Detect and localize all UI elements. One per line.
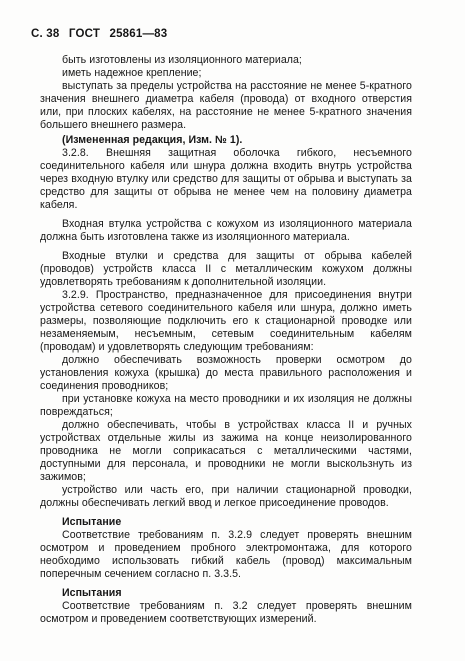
paragraph: Соответствие требованиям п. 3.2.9 следует проверять внешним осмотром и проведением пробного электромонтажа, для которого необходимо использовать гибкий кабель (провод) максимальным поперечным сечением согласно п. 3.3.5. [40, 529, 412, 580]
standard-label: ГОСТ [68, 28, 101, 40]
section-heading-tests: Испытания [62, 587, 122, 599]
paragraph: быть изготовлены из изоляционного материала; [62, 54, 302, 66]
paragraph: устройство или часть его, при наличии стационарной проводки, должны обеспечивать легкий ввод и легкое присоединение проводов. [40, 484, 412, 509]
standard-number: 25861—83 [109, 28, 168, 40]
paragraph: выступать за пределы устройства на расстояние не менее 5-кратного значения внешнего диаметра кабеля (провода) от входного отверстия или, при плоских кабелях, на расстояние не менее 5-кратного значения большего внешнего размера. [40, 80, 412, 131]
document-body [40, 54, 412, 626]
page-number: С. 38 [31, 28, 60, 40]
section-heading-test: Испытание [62, 516, 122, 528]
paragraph: Входные втулки и средства для защиты от обрыва кабелей (проводов) устройств класса II с металлическим кожухом должны удовлетворять требованиям к дополнительной изоляции. [40, 250, 412, 288]
paragraph: должно обеспечивать, чтобы в устройствах класса II и ручных устройствах отдельные жилы из зажима на конце неизолированного проводника не могли соприкасаться с металлическими частями, доступными для персонала, и проводники не могли выскользнуть из зажимов; [40, 419, 412, 483]
clause-3-2-8: 3.2.8. Внешняя защитная оболочка гибкого, несъемного соединительного кабеля или шнура должна входить внутрь устройства через входную втулку или средство для защиты от обрыва и выступать за средство для защиты от обрыва не менее чем на половину диаметра кабеля. [40, 147, 412, 211]
clause-3-2-9: 3.2.9. Пространство, предназначенное для присоединения внутри устройства сетевого соединительного кабеля или шнура, должно иметь размеры, позволяющие подключить его к стационарной проводке или незаменяемым, несъемным, сетевым соединительным кабелям (проводам) и удовлетворять следующим требованиям: [40, 289, 412, 353]
paragraph: при установке кожуха на место проводники и их изоляция не должны повреждаться; [40, 393, 412, 418]
paragraph: иметь надежное крепление; [62, 67, 202, 79]
paragraph: Соответствие требованиям п. 3.2 следует проверять внешним осмотром и проведением соответствующих измерений. [40, 600, 412, 625]
page-header [31, 28, 173, 40]
amendment-note: (Измененная редакция, Изм. № 1). [62, 134, 243, 146]
paragraph: Входная втулка устройства с кожухом из изоляционного материала должна быть изготовлена также из изоляционного материала. [40, 218, 412, 243]
paragraph: должно обеспечивать возможность проверки осмотром до установления кожуха (крышка) до места правильного расположения и соединения проводников; [40, 354, 412, 392]
